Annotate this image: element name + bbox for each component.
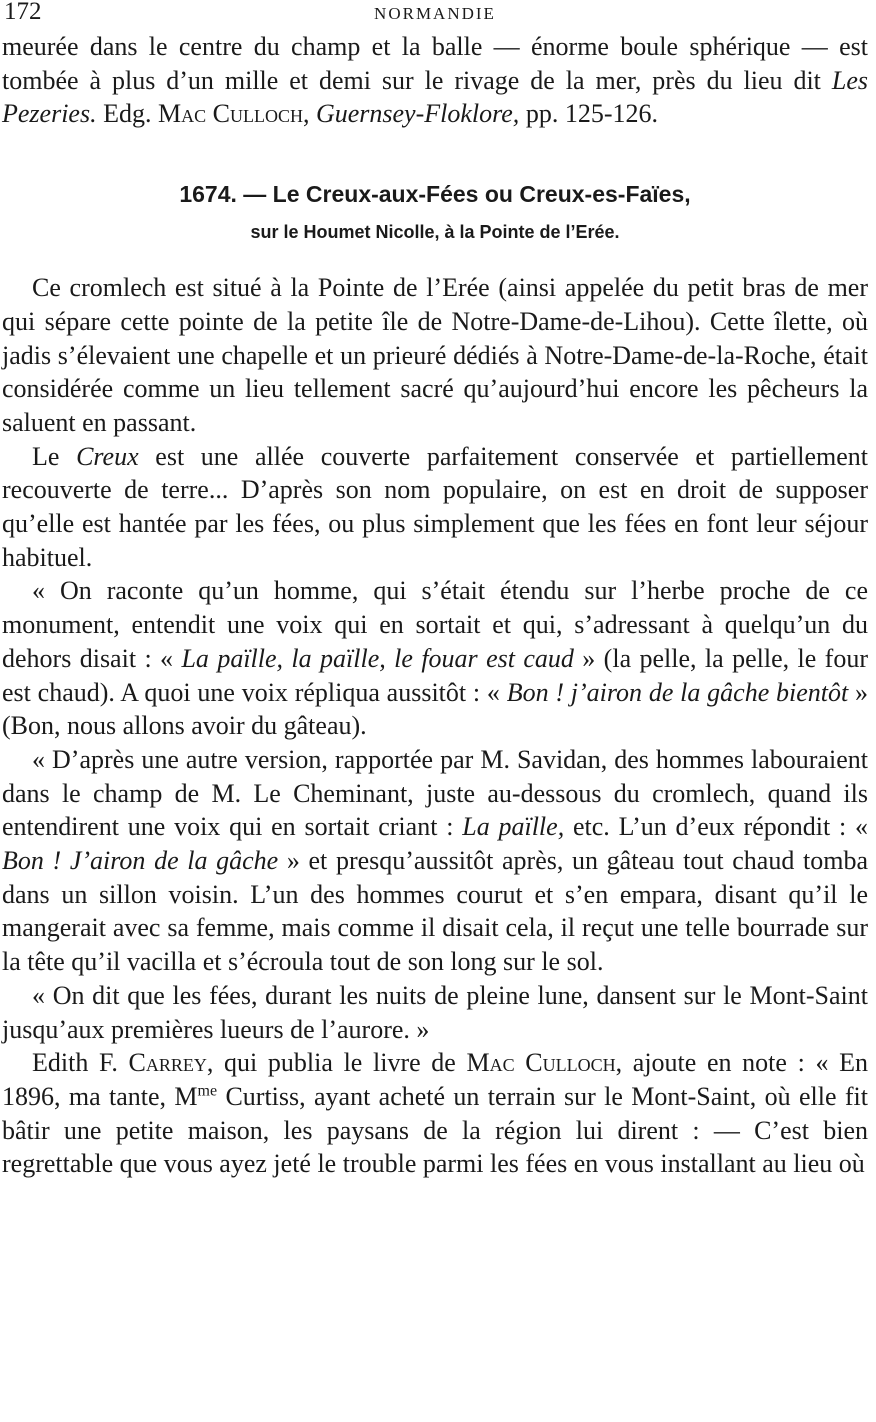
text: Edith F. [32,1048,129,1078]
paragraph [2,271,868,440]
author-name: Mac Culloch [466,1048,616,1078]
text: est une allée couverte parfaitement conservée et partiellement recouverte de terre... D’après son nom populaire, on est en droit de supposer qu’elle est hantée par les fées, ou plus simplement que les fées en font leur séjour habituel. [2,441,868,572]
page-header [2,0,868,30]
text: etc. L’un d’eux répondit : « [564,812,868,842]
text: , qui publia le livre de [206,1048,467,1078]
superscript: me [197,1082,218,1100]
text: « On raconte qu’un homme, qui s’était étendu sur l’herbe proche de ce monument, entendit une voix qui en sortait et qui, s’adressant à quelqu’un du dehors disait : « [2,576,868,673]
italic-text: Bon ! J’airon de la gâche [2,846,279,876]
italic-text: Bon ! j’airon de la gâche bientôt [506,677,849,707]
running-title: NORMANDIE [374,4,496,23]
text: , [302,99,316,129]
italic-text: La païlle, [462,812,565,842]
text: » (la pelle, la pelle, le four est chaud). A quoi une voix répliqua aussitôt : « [2,643,868,707]
author-name: Mac Culloch [157,99,303,129]
text: Ce cromlech est situé à la Pointe de l’Erée (ainsi appelée du petit bras de mer qui sépare cette pointe de la petite île de Notre-Dame-de-Lihou). Cette îlette, où jadis s’élevaient une chapelle et un prieuré dédiés à Notre-Dame-de-la-Roche, était considérée comme un lieu tellement sacré qu’aujourd’hui encore les pêcheurs la saluent en passant. [2,273,868,437]
text: meurée dans le centre du champ et la balle — énorme boule sphérique — est tombée à plus d’un mille et demi sur le rivage de la mer, près du lieu dit [2,32,868,95]
italic-text: Guernsey-Floklore, [315,99,520,129]
page-number: 172 [4,0,42,25]
paragraph [2,1046,868,1181]
text: Le [32,441,77,471]
text: » (Bon, nous allons avoir du gâteau). [2,677,869,741]
italic-text: Creux [76,441,139,471]
paragraph-continued [2,30,868,131]
paragraph [2,574,868,743]
italic-text: La païlle, la païlle, le fouar est caud [181,643,574,673]
page-body [2,30,868,1181]
section-title: 1674. — Le Creux-aux-Fées ou Creux-es-Faïes, [179,181,691,208]
paragraph [2,743,868,979]
text: pp. 125-126. [519,99,658,129]
text: Curtiss, ayant acheté un terrain sur le Mont-Saint, où elle fit bâtir une petite maison, les paysans de la région lui dirent : — C’est bien regrettable que vous ayez jeté le trouble parmi les fées en vous installant au lieu où [2,1081,868,1179]
text: « D’après une autre version, rapportée par M. Savidan, des hommes labouraient dans le champ de M. Le Cheminant, juste au-dessous du cromlech, quand ils entendirent une voix qui en sortait criant : [2,744,868,842]
paragraph [2,440,868,575]
author-name: Carrey [128,1048,207,1078]
italic-text: Les Pezeries. [2,65,868,129]
paragraph [2,979,868,1046]
text: Edg. [96,99,158,129]
text: , ajoute en note : « En 1896, ma tante, M [2,1048,868,1111]
text: » et presqu’aussitôt après, un gâteau tout chaud tomba dans un sillon voisin. L’un des hommes courut et s’en empara, disant qu’il le mangerait avec sa femme, mais comme il disait cela, il reçut une telle bourrade sur la tête qu’il vacilla et s’écroula tout de son long sur le sol. [2,846,868,977]
text: « On dit que les fées, durant les nuits de pleine lune, dansent sur le Mont-Saint jusqu’aux premières lueurs de l’aurore. » [2,980,868,1044]
section-subtitle: sur le Houmet Nicolle, à la Pointe de l’Erée. [250,222,620,243]
